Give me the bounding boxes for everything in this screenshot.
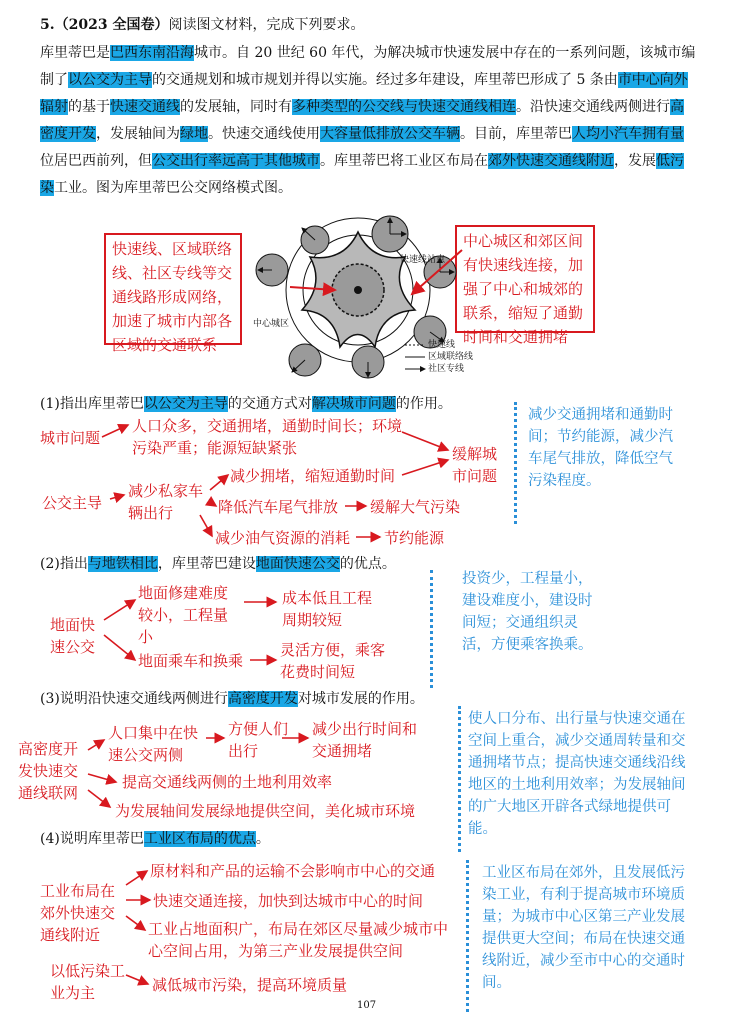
highlight: 地面快速公交 [255, 556, 340, 572]
q1-bus-dominant: 公交主导 [42, 494, 103, 512]
page-number: 107 [357, 1000, 377, 1011]
legend-item: 社区专线 [428, 364, 465, 374]
q2-prompt: (2)指出与地铁相比，库里蒂巴建设地面快速公交的优点。 [40, 556, 396, 572]
q1-answer: 减少交通拥堵和通勤时间；节约能源，减少汽车尾气排放，降低空气污染程度。 [528, 407, 673, 489]
center-label: 中心城区 [253, 319, 290, 329]
highlight: 低污 [656, 153, 684, 169]
highlight: 公交出行率远高于其他城市 [152, 153, 320, 169]
para-line-6: 染工业。图为库里蒂巴公交网络模式图。 [40, 180, 292, 196]
q1-arrows [0, 400, 520, 550]
para-line-1: 库里蒂巴是巴西东南沿海城市。自 20 世纪 60 年代，为解决城市快速发展中存在的一系列问题，该城市编 [40, 45, 696, 61]
para-line-4: 密度开发，发展轴间为绿地。快速交通线使用大容量低排放公交车辆。目前，库里蒂巴人均小汽车拥有量 [40, 126, 684, 142]
bus-network-diagram [240, 212, 540, 382]
q4-root: 工业布局在郊外快速交通线附近 [40, 882, 116, 944]
q3-adv-1b: 方便人们出行 [228, 720, 289, 760]
figure-left-note: 快速线、区域联络线、社区专线等交通线路形成网络，加速了城市内部各区域的交通联系 [104, 233, 242, 345]
highlight: 高 [670, 99, 684, 115]
q2-adv-1: 地面修建难度较小，工程量小 [138, 584, 229, 646]
q3-adv-1: 人口集中在快速公交两侧 [108, 724, 199, 764]
q3-root: 高密度开发快速交通线联网 [18, 740, 79, 802]
highlight: 高密度开发 [227, 691, 298, 707]
highlight: 人均小汽车拥有量 [572, 126, 684, 142]
highlight: 解决城市问题 [311, 396, 396, 412]
legend-item: 快速线 [428, 340, 456, 350]
highlight: 密度开发 [40, 126, 96, 142]
highlight: 巴西东南沿海 [110, 45, 194, 61]
q4-answer: 工业区布局在郊外，且发展低污染工业，有利于提高城市环境质量；为城市中心区第三产业发展提供更大空间；布局在快速交通线附近，减少至市中心的交通时间。 [482, 865, 685, 991]
highlight: 染 [40, 180, 54, 196]
para-line-3: 辐射的基于快速交通线的发展轴，同时有多种类型的公交线与快速交通线相连。沿快速交通线两侧进行高 [40, 99, 684, 115]
material-paragraph [40, 40, 700, 202]
exam-tag: （2023 全国卷） [54, 17, 169, 33]
q1-benefit-3: 减少油气资源的消耗 [215, 529, 351, 547]
para-line-5: 位居巴西前列，但公交出行率远高于其他城市。库里蒂巴将工业区布局在郊外快速交通线附近，发展低污 [40, 153, 684, 169]
highlight: 多种类型的公交线与快速交通线相连 [292, 99, 516, 115]
legend-item: 区域联络线 [428, 352, 474, 362]
q4-divider [466, 860, 469, 1012]
highlight: 大容量低排放公交车辆 [320, 126, 460, 142]
q2-arrows [0, 580, 300, 680]
q1-solve: 缓解城市问题 [452, 445, 498, 485]
highlight: 以公交为主导 [68, 72, 152, 88]
q4-adv-3: 工业占地面积广，布局在郊区尽量减少城市中心空间占用，为第三产业发展提供空间 [148, 920, 449, 960]
q4-arrows [0, 860, 160, 990]
q1-benefit-1: 减少拥堵，缩短通勤时间 [230, 467, 396, 485]
q3-answer: 使人口分布、出行量与快速交通在空间上重合，减少交通周转量和交通拥堵节点；提高快速交通线沿线地区的土地利用效率；为发展轴间的广大地区开辟各式绿地提供可能。 [468, 711, 686, 837]
q3-adv-1c: 减少出行时间和交通拥堵 [312, 720, 418, 760]
q2-adv-1b: 成本低且工程周期较短 [282, 589, 373, 629]
highlight: 绿地 [180, 126, 208, 142]
highlight: 市中心向外 [617, 72, 688, 88]
q2-ground-bus: 地面快速公交 [50, 616, 96, 656]
para-line-2: 制了以公交为主导的交通规划和城市规划并得以实施。经过多年建设，库里蒂巴形成了 5 条由市中心向外 [40, 72, 688, 88]
highlight: 工业区布局的优点 [143, 831, 256, 847]
q4-adv-4: 减低城市污染，提高环境质量 [152, 976, 348, 994]
highlight: 与地铁相比 [87, 556, 158, 572]
q1-city-problem: 城市问题 [40, 429, 101, 447]
highlight: 辐射 [40, 99, 68, 115]
q2-adv-2b: 灵活方便，乘客花费时间短 [280, 641, 386, 681]
q1-problems: 人口众多，交通拥堵，通勤时间长；环境污染严重；能源短缺紧张 [132, 417, 403, 457]
q3-adv-2: 提高交通线两侧的土地利用效率 [122, 773, 333, 791]
highlight: 以公交为主导 [143, 396, 228, 412]
q1-reduce-car: 减少私家车辆出行 [128, 482, 204, 522]
q1-prompt: (1)指出库里蒂巴以公交为主导的交通方式对解决城市问题的作用。 [40, 396, 452, 412]
q1-benefit-2: 降低汽车尾气排放 [218, 498, 339, 516]
highlight: 快速交通线 [110, 99, 180, 115]
q3-divider [458, 706, 461, 852]
question-number: 5. [40, 17, 55, 33]
q2-divider [430, 570, 433, 688]
q1-benefit-3b: 节约能源 [384, 529, 445, 547]
q2-answer: 投资少，工程量小，建设难度小，建设时间短；交通组织灵活，方便乘客换乘。 [462, 571, 593, 653]
q1-benefit-2b: 缓解大气污染 [370, 498, 461, 516]
question-title [40, 12, 364, 39]
q3-arrows [0, 712, 320, 822]
highlight: 郊外快速交通线附近 [488, 153, 614, 169]
q4-root-2: 以低污染工业为主 [50, 962, 126, 1002]
station-label: 快速线站点 [400, 255, 446, 265]
q4-adv-1: 原材料和产品的运输不会影响市中心的交通 [150, 862, 436, 880]
instruction: 阅读图文材料，完成下列要求。 [168, 17, 365, 33]
q4-prompt: (4)说明库里蒂巴工业区布局的优点。 [40, 831, 270, 847]
q3-adv-3: 为发展轴间发展绿地提供空间，美化城市环境 [115, 802, 416, 820]
figure-right-note: 中心城区和郊区间有快速线连接，加强了中心和城郊的联系，缩短了通勤时间和交通拥堵 [455, 225, 595, 333]
q2-adv-2: 地面乘车和换乘 [138, 652, 244, 670]
legend [428, 339, 473, 375]
q3-prompt: (3)说明沿快速交通线两侧进行高密度开发对城市发展的作用。 [40, 691, 424, 707]
q4-adv-2: 快速交通连接，加快到达城市中心的时间 [153, 892, 424, 910]
